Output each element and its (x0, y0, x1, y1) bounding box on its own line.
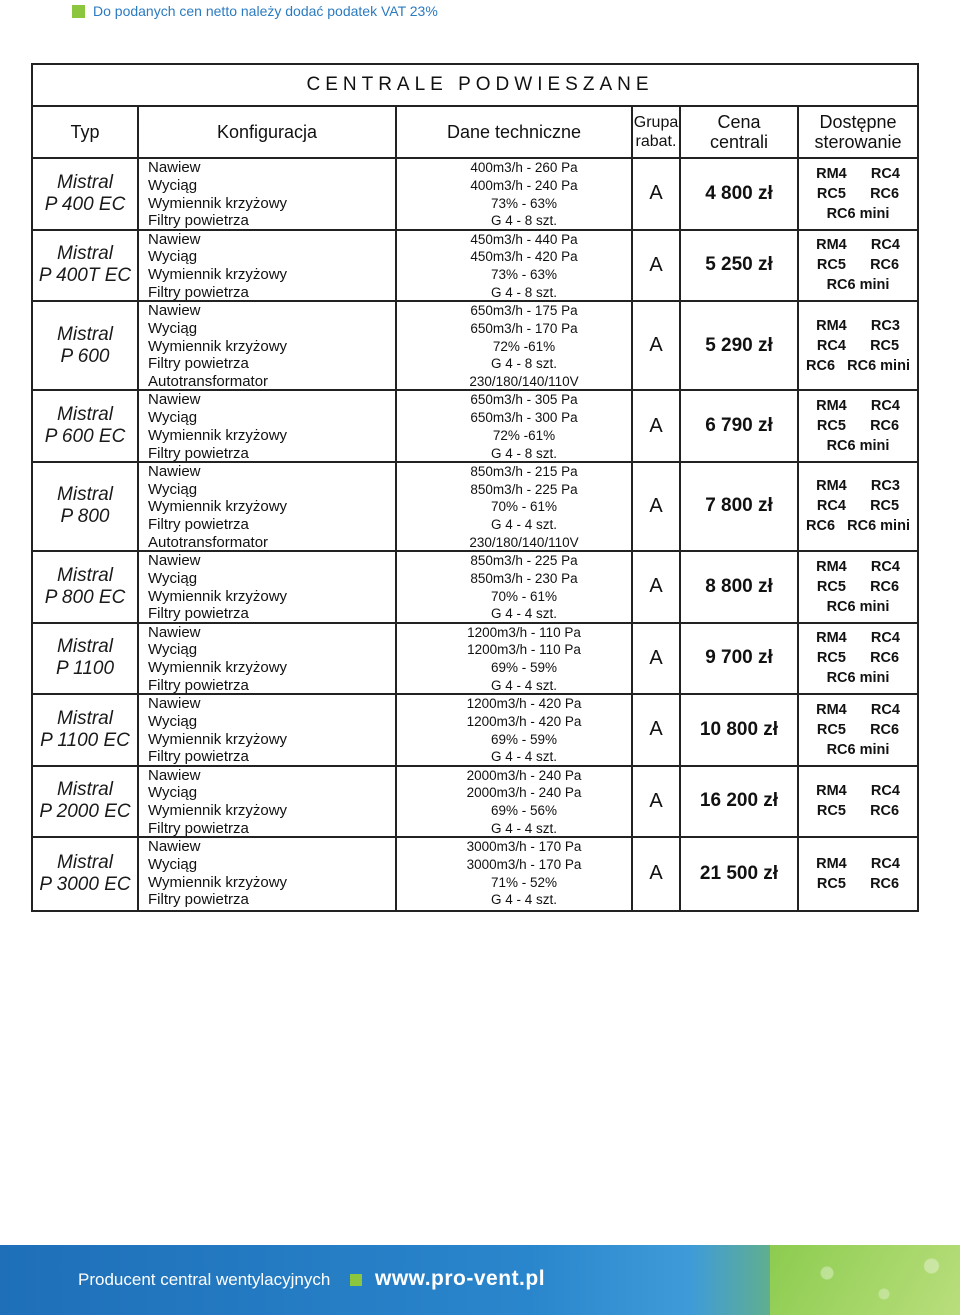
model-name-cell (33, 391, 139, 461)
controls-cell (799, 159, 917, 229)
config-item: Nawiew (148, 623, 201, 641)
control-option: RC6 mini (826, 438, 890, 455)
config-item: Wyciąg (148, 248, 198, 266)
tech-value: G 4 - 8 szt. (490, 284, 558, 300)
model-name-cell (33, 159, 139, 229)
header-cena-line1: Cena (717, 112, 761, 132)
control-option: RC6 mini (826, 741, 890, 758)
config-item: Wymiennik krzyżowy (148, 659, 288, 677)
model-name-cell (33, 695, 139, 765)
control-option: RC6 mini (826, 205, 890, 222)
price-cell (681, 767, 799, 837)
discount-group: A (649, 862, 663, 885)
discount-group-cell (633, 231, 681, 301)
config-item: Nawiew (148, 695, 201, 713)
price-cell (681, 302, 799, 389)
price-cell (681, 695, 799, 765)
tech-value: 230/180/140/110V (469, 374, 579, 390)
config-item: Nawiew (148, 159, 201, 176)
header-typ (33, 107, 139, 157)
price-cell (681, 552, 799, 622)
model-name-cell (33, 838, 139, 910)
config-item: Wyciąg (148, 480, 198, 498)
controls-cell (799, 767, 917, 837)
tech-value: 850m3/h - 230 Pa (470, 570, 578, 586)
config-item: Wyciąg (148, 176, 198, 194)
table-row (33, 463, 917, 552)
config-item: Nawiew (148, 838, 201, 856)
tech-value: 69% - 56% (490, 803, 558, 819)
model-series: Mistral (57, 404, 113, 426)
config-item: Wymiennik krzyżowy (148, 337, 288, 355)
config-item: Wymiennik krzyżowy (148, 426, 288, 444)
discount-group: A (649, 494, 663, 517)
model-code: P 800 (60, 506, 110, 528)
tech-value: G 4 - 4 szt. (490, 606, 558, 622)
model-series: Mistral (57, 564, 113, 586)
water-drops-image (770, 1245, 960, 1315)
tech-value: 3000m3/h - 170 Pa (466, 856, 582, 872)
header-cena (681, 107, 799, 157)
model-code: P 400T EC (38, 265, 132, 287)
control-option: RC5 RC6 (816, 650, 900, 667)
control-option: RC5 RC6 (816, 185, 900, 202)
model-name-cell (33, 463, 139, 550)
table-row (33, 302, 917, 391)
discount-group-cell (633, 552, 681, 622)
tech-value: 230/180/140/110V (469, 534, 579, 550)
tech-value: 70% - 61% (490, 588, 558, 604)
table-row (33, 838, 917, 910)
config-item: Wymiennik krzyżowy (148, 587, 288, 605)
tech-value: 850m3/h - 215 Pa (470, 463, 578, 479)
model-code: P 3000 EC (39, 873, 131, 895)
model-series: Mistral (57, 243, 113, 265)
control-option: RM4 RC4 (816, 237, 900, 254)
configuration-cell (139, 552, 397, 622)
model-series: Mistral (57, 851, 113, 873)
model-code: P 600 (60, 345, 110, 367)
config-item: Nawiew (148, 230, 201, 248)
discount-group-cell (633, 463, 681, 550)
tech-value: 850m3/h - 225 Pa (470, 481, 578, 497)
tech-value: 2000m3/h - 240 Pa (466, 767, 582, 783)
tech-value: 1200m3/h - 420 Pa (466, 696, 582, 712)
tech-value: 400m3/h - 260 Pa (470, 160, 578, 175)
table-body (33, 159, 917, 910)
control-option: RC5 RC6 (816, 721, 900, 738)
config-item: Filtry powietrza (148, 212, 249, 230)
tech-value: G 4 - 8 szt. (490, 445, 558, 461)
control-option: RC4 RC5 (816, 498, 900, 515)
header-ster-line2: sterowanie (814, 132, 902, 152)
price-value: 9 700 zł (705, 647, 773, 669)
model-code: P 400 EC (44, 193, 126, 215)
table-title-row (33, 65, 917, 107)
config-item: Filtry powietrza (148, 891, 249, 909)
control-option: RM4 RC4 (816, 855, 900, 872)
control-option: RC6 mini (826, 670, 890, 687)
header-konfiguracja-label: Konfiguracja (216, 122, 318, 142)
tech-value: 450m3/h - 420 Pa (470, 249, 578, 265)
tech-value: G 4 - 4 szt. (490, 677, 558, 693)
config-item: Filtry powietrza (148, 516, 249, 534)
tech-value: 71% - 52% (490, 874, 558, 890)
config-item: Filtry powietrza (148, 355, 249, 373)
header-dane (397, 107, 633, 157)
configuration-cell (139, 302, 397, 389)
control-option: RM4 RC3 (816, 317, 900, 334)
config-item: Wyciąg (148, 319, 198, 337)
vat-note (72, 2, 438, 20)
control-option: RC4 RC5 (816, 337, 900, 354)
model-name-cell (33, 767, 139, 837)
header-ster-line1: Dostępne (819, 112, 897, 132)
model-code: P 800 EC (44, 586, 126, 608)
tech-value: 650m3/h - 170 Pa (470, 320, 578, 336)
price-value: 16 200 zł (699, 790, 779, 812)
tech-value: 1200m3/h - 420 Pa (466, 713, 582, 729)
control-option: RC5 RC6 (816, 803, 900, 820)
model-name-cell (33, 302, 139, 389)
technical-data-cell (397, 159, 633, 229)
tech-value: 650m3/h - 305 Pa (470, 392, 578, 408)
control-option: RC5 RC6 (816, 257, 900, 274)
technical-data-cell (397, 391, 633, 461)
discount-group: A (649, 253, 663, 276)
control-option: RC6 RC6 mini (806, 357, 910, 374)
discount-group-cell (633, 695, 681, 765)
square-bullet-icon (72, 5, 85, 18)
discount-group: A (649, 789, 663, 812)
header-cena-line2: centrali (709, 132, 769, 152)
tech-value: 72% -61% (492, 338, 556, 354)
price-value: 4 800 zł (705, 182, 773, 204)
tech-value: G 4 - 4 szt. (490, 820, 558, 836)
config-item: Nawiew (148, 766, 201, 784)
vat-note-text: Do podanych cen netto należy dodać podatek VAT 23% (93, 3, 438, 19)
discount-group: A (649, 646, 663, 669)
header-dane-label: Dane techniczne (446, 122, 582, 142)
configuration-cell (139, 159, 397, 229)
config-item: Filtry powietrza (148, 676, 249, 694)
website-link[interactable]: www.pro-vent.pl (375, 1267, 546, 1290)
config-item: Wyciąg (148, 855, 198, 873)
controls-cell (799, 463, 917, 550)
discount-group-cell (633, 391, 681, 461)
table-row (33, 767, 917, 839)
tech-value: 400m3/h - 240 Pa (470, 177, 578, 193)
controls-cell (799, 302, 917, 389)
control-option: RC5 RC6 (816, 418, 900, 435)
tech-value: 850m3/h - 225 Pa (470, 553, 578, 569)
price-value: 6 790 zł (705, 415, 773, 437)
price-cell (681, 231, 799, 301)
model-series: Mistral (57, 484, 113, 506)
price-cell (681, 838, 799, 910)
price-cell (681, 391, 799, 461)
tech-value: G 4 - 4 szt. (490, 749, 558, 765)
table-row (33, 231, 917, 303)
tech-value: 73% - 63% (490, 267, 558, 283)
discount-group-cell (633, 159, 681, 229)
tech-value: 1200m3/h - 110 Pa (467, 642, 581, 658)
config-item: Wymiennik krzyżowy (148, 730, 288, 748)
header-grupa (633, 107, 681, 157)
controls-cell (799, 695, 917, 765)
table-row (33, 624, 917, 696)
control-option: RM4 RC4 (816, 783, 900, 800)
price-value: 10 800 zł (699, 718, 779, 740)
tech-value: 1200m3/h - 110 Pa (467, 624, 581, 640)
price-value: 5 290 zł (705, 334, 773, 356)
config-item: Wyciąg (148, 712, 198, 730)
tech-value: G 4 - 4 szt. (490, 892, 558, 908)
tech-value: 3000m3/h - 170 Pa (466, 839, 582, 855)
model-code: P 1100 (55, 658, 115, 680)
controls-cell (799, 624, 917, 694)
discount-group-cell (633, 838, 681, 910)
table-row (33, 391, 917, 463)
technical-data-cell (397, 302, 633, 389)
price-cell (681, 159, 799, 229)
discount-group: A (649, 575, 663, 598)
tech-value: 450m3/h - 440 Pa (470, 231, 578, 247)
controls-cell (799, 838, 917, 910)
tech-value: G 4 - 4 szt. (490, 517, 558, 533)
config-item: Nawiew (148, 302, 201, 319)
technical-data-cell (397, 552, 633, 622)
model-name-cell (33, 231, 139, 301)
tech-value: G 4 - 8 szt. (490, 356, 558, 372)
model-series: Mistral (57, 171, 113, 193)
price-value: 7 800 zł (705, 495, 773, 517)
header-sterowanie (799, 107, 917, 157)
config-item: Nawiew (148, 391, 201, 409)
config-item: Wymiennik krzyżowy (148, 266, 288, 284)
controls-cell (799, 391, 917, 461)
config-item: Filtry powietrza (148, 444, 249, 462)
discount-group-cell (633, 767, 681, 837)
table-row (33, 695, 917, 767)
model-code: P 1100 EC (40, 729, 130, 751)
tech-value: 73% - 63% (490, 195, 558, 211)
technical-data-cell (397, 695, 633, 765)
discount-group: A (649, 414, 663, 437)
control-option: RC6 RC6 mini (806, 518, 910, 535)
controls-cell (799, 231, 917, 301)
table-title: CENTRALE PODWIESZANE (306, 74, 654, 95)
model-series: Mistral (57, 779, 113, 801)
config-item: Filtry powietrza (148, 605, 249, 623)
control-option: RM4 RC4 (816, 630, 900, 647)
price-table (31, 63, 919, 912)
header-konfiguracja (139, 107, 397, 157)
model-series: Mistral (57, 323, 113, 345)
model-code: P 600 EC (44, 426, 126, 448)
config-item: Filtry powietrza (148, 283, 249, 301)
configuration-cell (139, 624, 397, 694)
tech-value: 70% - 61% (490, 499, 558, 515)
config-item: Autotransformator (148, 533, 269, 551)
tech-value: 72% -61% (492, 427, 556, 443)
control-option: RM4 RC3 (816, 478, 900, 495)
config-item: Autotransformator (148, 373, 269, 391)
control-option: RC6 mini (826, 598, 890, 615)
technical-data-cell (397, 767, 633, 837)
control-option: RM4 RC4 (816, 558, 900, 575)
header-grupa-line1: Grupa (633, 114, 679, 131)
config-item: Wyciąg (148, 409, 198, 427)
tech-value: 650m3/h - 300 Pa (470, 410, 578, 426)
price-cell (681, 624, 799, 694)
tech-value: 2000m3/h - 240 Pa (466, 785, 582, 801)
control-option: RC5 RC6 (816, 578, 900, 595)
control-option: RC6 mini (826, 277, 890, 294)
control-option: RM4 RC4 (816, 165, 900, 182)
header-typ-label: Typ (70, 122, 100, 142)
configuration-cell (139, 767, 397, 837)
header-grupa-line2: rabat. (635, 133, 677, 150)
configuration-cell (139, 463, 397, 550)
config-item: Wyciąg (148, 641, 198, 659)
controls-cell (799, 552, 917, 622)
control-option: RM4 RC4 (816, 398, 900, 415)
table-row (33, 159, 917, 231)
config-item: Wymiennik krzyżowy (148, 873, 288, 891)
config-item: Wymiennik krzyżowy (148, 194, 288, 212)
square-bullet-icon (350, 1274, 362, 1286)
control-option: RM4 RC4 (816, 701, 900, 718)
technical-data-cell (397, 231, 633, 301)
model-code: P 2000 EC (39, 801, 131, 823)
technical-data-cell (397, 624, 633, 694)
model-series: Mistral (57, 707, 113, 729)
configuration-cell (139, 391, 397, 461)
model-name-cell (33, 624, 139, 694)
table-header-row (33, 107, 917, 159)
price-value: 8 800 zł (705, 575, 773, 597)
technical-data-cell (397, 463, 633, 550)
footer-tagline: Producent central wentylacyjnych (78, 1270, 331, 1289)
config-item: Wymiennik krzyżowy (148, 802, 288, 820)
discount-group: A (649, 334, 663, 357)
model-series: Mistral (57, 636, 113, 658)
tech-value: 69% - 59% (490, 731, 558, 747)
model-name-cell (33, 552, 139, 622)
tech-value: 650m3/h - 175 Pa (470, 303, 578, 318)
technical-data-cell (397, 838, 633, 910)
table-row (33, 552, 917, 624)
configuration-cell (139, 838, 397, 910)
tech-value: G 4 - 8 szt. (490, 213, 558, 229)
tech-value: 69% - 59% (490, 660, 558, 676)
config-item: Filtry powietrza (148, 748, 249, 766)
config-item: Nawiew (148, 552, 201, 570)
configuration-cell (139, 695, 397, 765)
configuration-cell (139, 231, 397, 301)
price-value: 5 250 zł (705, 254, 773, 276)
footer-banner (0, 1245, 960, 1315)
config-item: Filtry powietrza (148, 819, 249, 837)
discount-group: A (649, 718, 663, 741)
discount-group-cell (633, 302, 681, 389)
price-cell (681, 463, 799, 550)
discount-group: A (649, 182, 663, 205)
control-option: RC5 RC6 (816, 875, 900, 892)
config-item: Wyciąg (148, 784, 198, 802)
price-value: 21 500 zł (699, 862, 779, 884)
config-item: Wyciąg (148, 569, 198, 587)
discount-group-cell (633, 624, 681, 694)
config-item: Nawiew (148, 462, 201, 480)
config-item: Wymiennik krzyżowy (148, 498, 288, 516)
